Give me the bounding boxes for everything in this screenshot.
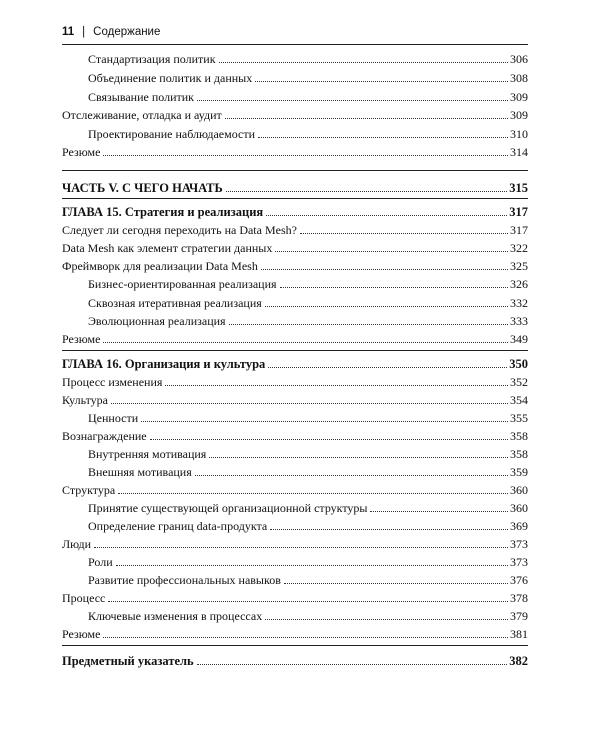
toc-entry-title: Резюме: [62, 145, 101, 159]
header-separator: |: [82, 26, 86, 38]
toc-part-heading[interactable]: [62, 179, 528, 195]
header-title: Содержание: [93, 26, 161, 38]
dot-leader: [225, 118, 508, 119]
toc-entry-title: Фреймворк для реализации Data Mesh: [62, 259, 258, 273]
dot-leader: [197, 664, 508, 665]
dot-leader: [370, 511, 508, 512]
toc-entry-page: 355: [510, 411, 528, 425]
toc-entry[interactable]: [88, 275, 528, 291]
toc-entry-page: 309: [510, 90, 528, 104]
toc-entry-title: Процесс изменения: [62, 375, 163, 389]
toc-entry-title: ЧАСТЬ V. С ЧЕГО НАЧАТЬ: [62, 181, 223, 195]
toc-entry[interactable]: [62, 391, 528, 407]
toc-entry-title: Data Mesh как элемент стратегии данных: [62, 241, 273, 255]
toc-entry[interactable]: [62, 143, 528, 159]
dot-leader: [94, 547, 508, 548]
toc-entry[interactable]: [62, 221, 528, 237]
toc-entry-page: 322: [510, 241, 528, 255]
toc-entry[interactable]: [62, 106, 528, 122]
toc-entry-title: Процесс: [62, 591, 106, 605]
toc-entry-page: 358: [510, 447, 528, 461]
toc-entry-title: Объединение политик и данных: [88, 71, 253, 85]
dot-leader: [165, 385, 508, 386]
toc-entry-title: ГЛАВА 16. Организация и культура: [62, 357, 266, 371]
toc-entry-title: Люди: [62, 537, 92, 551]
toc-entry-page: 373: [510, 555, 528, 569]
toc-entry[interactable]: [88, 294, 528, 310]
dot-leader: [270, 529, 508, 530]
dot-leader: [265, 306, 508, 307]
dot-leader: [226, 191, 508, 192]
toc-entry-title: Принятие существующей организационной структуры: [88, 501, 368, 515]
dot-leader: [265, 619, 508, 620]
toc-entry[interactable]: [62, 589, 528, 605]
toc-entry-page: 317: [509, 205, 528, 219]
dot-leader: [108, 601, 508, 602]
toc-entry-page: 382: [509, 654, 528, 668]
section-divider: [62, 350, 528, 351]
toc-entry[interactable]: [88, 607, 528, 623]
section-divider: [62, 645, 528, 646]
dot-leader: [300, 233, 508, 234]
dot-leader: [103, 342, 508, 343]
toc-index-heading[interactable]: [62, 652, 528, 668]
toc-entry-title: Структура: [62, 483, 116, 497]
toc-entry-page: 381: [510, 627, 528, 641]
toc-entry-title: Эволюционная реализация: [88, 314, 226, 328]
toc-entry-title: Сквозная итеративная реализация: [88, 296, 262, 310]
toc-entry-title: Ценности: [88, 411, 139, 425]
toc-entry-page: 306: [510, 52, 528, 66]
toc-entry[interactable]: [88, 312, 528, 328]
toc-entry-page: 309: [510, 108, 528, 122]
dot-leader: [195, 475, 508, 476]
toc-chapter-heading[interactable]: [62, 203, 528, 219]
dot-leader: [280, 287, 508, 288]
toc-entry-page: 349: [510, 332, 528, 346]
toc-entry-title: Бизнес-ориентированная реализация: [88, 277, 277, 291]
toc-entry-page: 352: [510, 375, 528, 389]
section-divider: [62, 170, 528, 171]
toc-entry[interactable]: [62, 427, 528, 443]
dot-leader: [118, 493, 508, 494]
toc-entry-page: 308: [510, 71, 528, 85]
toc-entry[interactable]: [62, 481, 528, 497]
dot-leader: [219, 62, 508, 63]
toc-entry-title: Внешняя мотивация: [88, 465, 192, 479]
toc-entry[interactable]: [62, 373, 528, 389]
toc-entry-title: Вознаграждение: [62, 429, 147, 443]
dot-leader: [275, 251, 508, 252]
dot-leader: [141, 421, 508, 422]
toc-entry[interactable]: [88, 499, 528, 515]
dot-leader: [103, 155, 508, 156]
dot-leader: [111, 403, 508, 404]
toc-entry[interactable]: [62, 257, 528, 273]
toc-entry-title: Резюме: [62, 627, 101, 641]
toc-entry[interactable]: [88, 409, 528, 425]
toc-entry[interactable]: [88, 517, 528, 533]
dot-leader: [197, 100, 508, 101]
toc-entry[interactable]: [62, 535, 528, 551]
toc-entry-page: 315: [509, 181, 528, 195]
dot-leader: [284, 583, 508, 584]
toc-entry-page: 350: [509, 357, 528, 371]
toc-entry-page: 378: [510, 591, 528, 605]
toc-entry-page: 379: [510, 609, 528, 623]
toc-entry-title: Роли: [88, 555, 113, 569]
toc-entry-title: Культура: [62, 393, 108, 407]
toc-entry-page: 310: [510, 127, 528, 141]
dot-leader: [258, 137, 508, 138]
toc-chapter-heading[interactable]: [62, 355, 528, 371]
toc-entry[interactable]: [88, 69, 528, 85]
toc-entry-page: 326: [510, 277, 528, 291]
dot-leader: [266, 215, 507, 216]
dot-leader: [150, 439, 508, 440]
toc-entry-page: 332: [510, 296, 528, 310]
toc-entry[interactable]: [88, 463, 528, 479]
toc-entry-page: 360: [510, 483, 528, 497]
toc-entry-title: ГЛАВА 15. Стратегия и реализация: [62, 205, 264, 219]
section-divider: [62, 198, 528, 199]
toc-entry[interactable]: [88, 571, 528, 587]
toc-entry-page: 376: [510, 573, 528, 587]
dot-leader: [209, 457, 508, 458]
toc-entry[interactable]: [88, 125, 528, 141]
toc-entry-title: Предметный указатель: [62, 654, 194, 668]
toc-entry-page: 369: [510, 519, 528, 533]
toc-entry-page: 333: [510, 314, 528, 328]
toc-entry-title: Следует ли сегодня переходить на Data Mesh?: [62, 223, 297, 237]
dot-leader: [229, 324, 508, 325]
toc-entry-page: 314: [510, 145, 528, 159]
toc-entry-page: 325: [510, 259, 528, 273]
dot-leader: [268, 367, 507, 368]
toc-entry-title: Резюме: [62, 332, 101, 346]
toc-entry-page: 373: [510, 537, 528, 551]
toc-entry[interactable]: [88, 50, 528, 66]
toc-entry[interactable]: [88, 88, 528, 104]
page-number: 11: [62, 26, 75, 38]
dot-leader: [255, 81, 508, 82]
toc-entry-title: Определение границ data-продукта: [88, 519, 268, 533]
toc-entry[interactable]: [62, 239, 528, 255]
toc-entry-title: Связывание политик: [88, 90, 195, 104]
toc-entry-page: 359: [510, 465, 528, 479]
toc-entry[interactable]: [62, 625, 528, 641]
toc-entry-title: Внутренняя мотивация: [88, 447, 207, 461]
toc-entry-title: Ключевые изменения в процессах: [88, 609, 263, 623]
toc-entry[interactable]: [88, 553, 528, 569]
toc-entry[interactable]: [62, 330, 528, 346]
toc-entry-title: Развитие профессиональных навыков: [88, 573, 281, 587]
toc-entry-title: Проектирование наблюдаемости: [88, 127, 256, 141]
toc-entry-page: 317: [510, 223, 528, 237]
dot-leader: [103, 637, 508, 638]
dot-leader: [261, 269, 508, 270]
toc-entry-title: Стандартизация политик: [88, 52, 216, 66]
toc-entry[interactable]: [88, 445, 528, 461]
toc-entry-page: 358: [510, 429, 528, 443]
toc-entry-page: 354: [510, 393, 528, 407]
dot-leader: [116, 565, 508, 566]
toc-entry-title: Отслеживание, отладка и аудит: [62, 108, 222, 122]
toc-entry-page: 360: [510, 501, 528, 515]
